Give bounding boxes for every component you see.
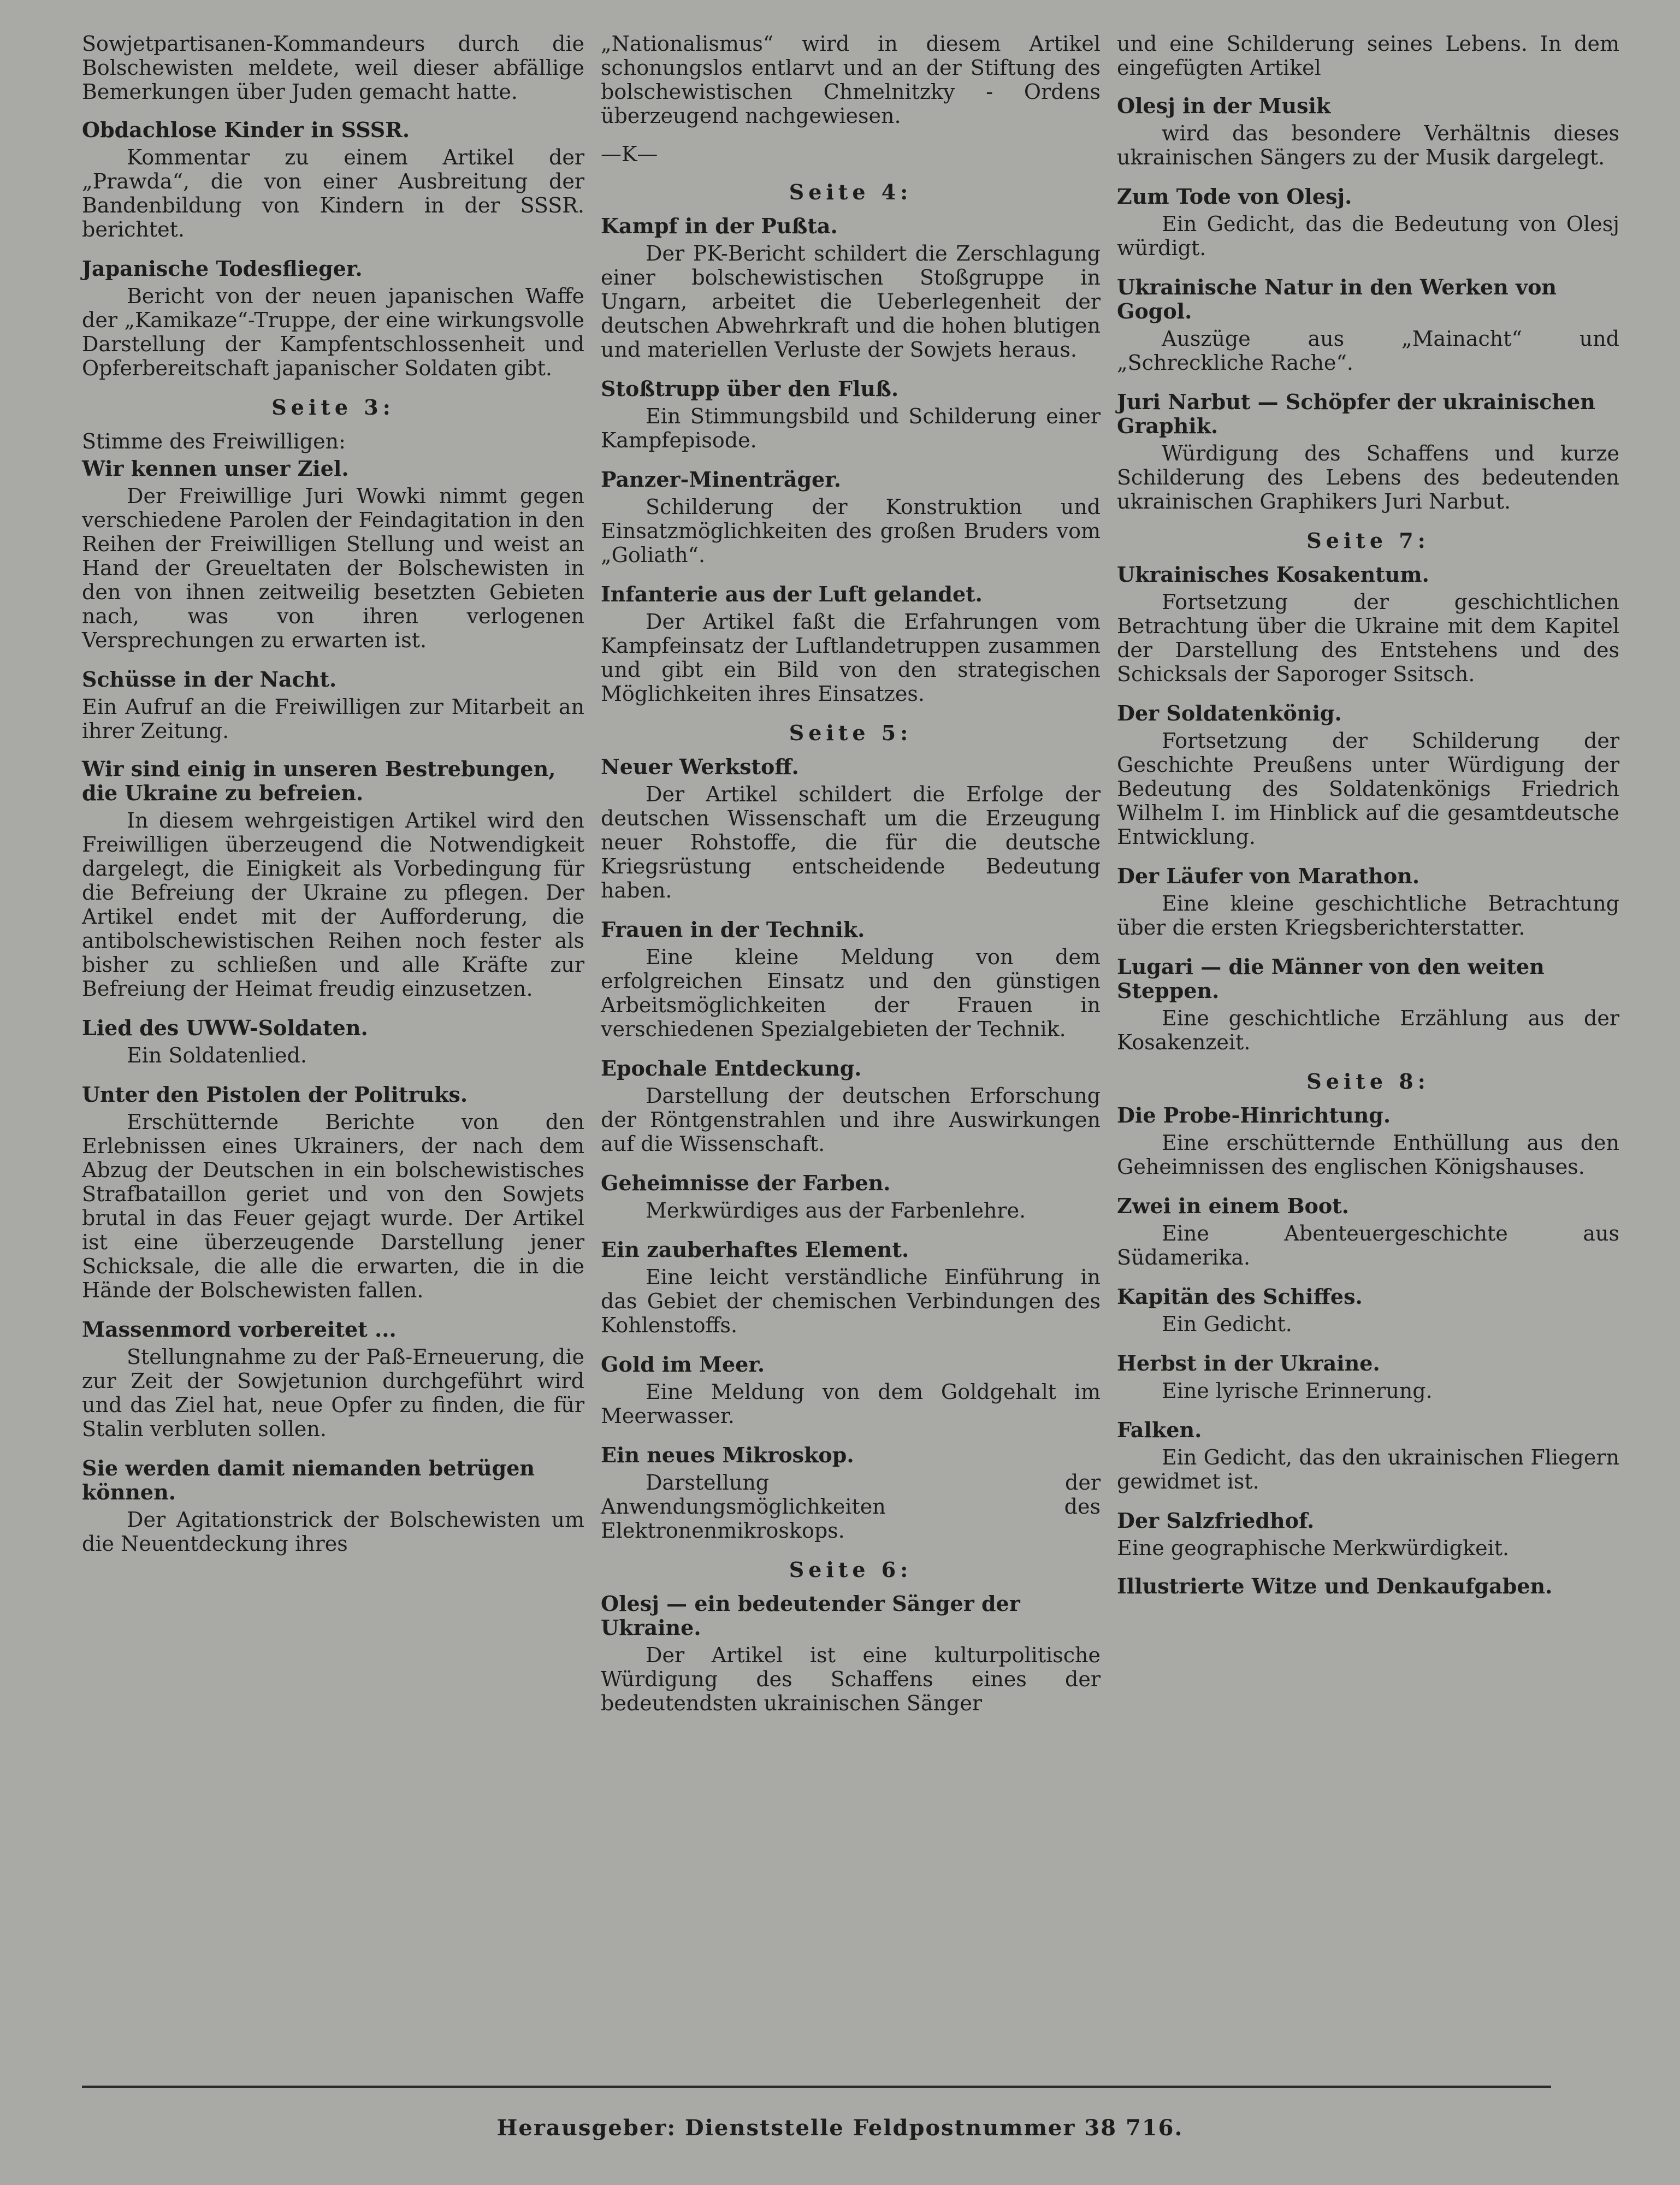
page-section-heading: Seite 5: (789, 721, 913, 745)
paragraph: Ein Aufruf an die Freiwilligen zur Mitarbeit an ihrer Zeitung. (82, 695, 584, 743)
article-heading: Der Salzfriedhof. (1117, 1508, 1315, 1533)
article-heading: Falken. (1117, 1418, 1202, 1442)
article-summary: Eine geschichtliche Erzählung aus der Kosakenzeit. (1117, 1006, 1619, 1054)
article-heading: Zum Tode von Olesj. (1117, 184, 1352, 209)
page-section-heading: Seite 4: (789, 180, 913, 204)
article-summary: Eine leicht verständliche Einführung in das Gebiet der chemischen Verbindungen des Kohlenstoffs. (601, 1265, 1101, 1337)
article-summary: Fortsetzung der geschichtlichen Betrachtung über die Ukraine mit dem Kapitel der Darstellung des Entstehens und des Schicksals der Saporoger Ssitsch. (1117, 590, 1619, 686)
article-summary: wird das besondere Verhältnis dieses ukrainischen Sängers zu der Musik dargelegt. (1117, 121, 1619, 169)
article-heading: Sie werden damit niemanden betrügen können. (82, 1456, 535, 1504)
article-summary: Darstellung der deutschen Erforschung der Röntgenstrahlen und ihre Auswirkungen auf die Wissenschaft. (601, 1084, 1101, 1156)
article-heading: Zwei in einem Boot. (1117, 1194, 1350, 1218)
publisher-line: Herausgeber: Dienststelle Feldpostnummer 38 716. (496, 2115, 1184, 2141)
paragraph: und eine Schilderung seines Lebens. In dem eingefügten Artikel (1117, 32, 1619, 80)
footer-rule (82, 2086, 1551, 2088)
article-heading: Geheimnisse der Farben. (601, 1171, 891, 1195)
article-summary: Eine Abenteuergeschichte aus Südamerika. (1117, 1221, 1619, 1269)
article-heading: Ukrainisches Kosakentum. (1117, 562, 1429, 587)
article-summary: Erschütternde Berichte von den Erlebnissen eines Ukrainers, der nach dem Abzug der Deutschen in ein bolschewistisches Strafbataillon geriet und von den Sowjets brutal in das Feuer gejagt wurde. Der Artikel ist eine überzeugende Darstellung jener Schicksale, die alle die erwarten, die in die Hände der Bolschewisten fallen. (82, 1110, 584, 1302)
article-summary: Der PK-Bericht schildert die Zerschlagung einer bolschewistischen Stoßgruppe in Ungarn, arbeitet die Ueberlegenheit der deutschen Abwehrkraft und die hohen blutigen und materiellen Verluste der Sowjets heraus. (601, 241, 1101, 362)
article-heading: Illustrierte Witze und Denkaufgaben. (1117, 1574, 1553, 1598)
article-summary: Ein Gedicht, das die Bedeutung von Olesj würdigt. (1117, 212, 1619, 260)
article-heading: Gold im Meer. (601, 1352, 765, 1377)
article-summary: Ein Gedicht, das den ukrainischen Fliegern gewidmet ist. (1117, 1445, 1619, 1493)
article-heading: Panzer-Minenträger. (601, 467, 841, 492)
article-heading: Frauen in der Technik. (601, 917, 865, 942)
paragraph: Sowjetpartisanen-Kommandeurs durch die Bolschewisten meldete, weil dieser abfällige Bemerkungen über Juden gemacht hatte. (82, 32, 584, 104)
article-summary: Eine Meldung von dem Goldgehalt im Meerwasser. (601, 1380, 1101, 1428)
article-heading: Schüsse in der Nacht. (82, 667, 337, 692)
article-summary: Stellungnahme zu der Paß-Erneuerung, die zur Zeit der Sowjetunion durchgeführt wird und das Ziel hat, neue Opfer zu finden, die für Stalin verbluten sollen. (82, 1345, 584, 1441)
article-heading: Infanterie aus der Luft gelandet. (601, 582, 983, 606)
article-heading: Kapitän des Schiffes. (1117, 1284, 1363, 1309)
article-heading: Juri Narbut — Schöpfer der ukrainischen Graphik. (1117, 389, 1595, 438)
paragraph: Eine geographische Merkwürdigkeit. (1117, 1536, 1510, 1560)
article-summary: Auszüge aus „Mainacht“ und „Schreckliche Rache“. (1117, 327, 1619, 375)
article-heading: Olesj in der Musik (1117, 93, 1331, 118)
article-heading: Ukrainische Natur in den Werken von Gogol. (1117, 275, 1557, 323)
article-summary: Der Artikel ist eine kulturpolitische Würdigung des Schaffens eines der bedeutendsten ukrainischen Sänger (601, 1643, 1101, 1715)
article-summary: Eine kleine Meldung von dem erfolgreichen Einsatz und den günstigen Arbeitsmöglichkeiten der Frauen in verschiedenen Spezialgebieten der Technik. (601, 945, 1101, 1041)
section-note: Stimme des Freiwilligen: (82, 429, 346, 453)
article-heading: Wir kennen unser Ziel. (82, 456, 349, 481)
article-heading: Lugari — die Männer von den weiten Steppen. (1117, 954, 1545, 1003)
article-summary: Ein Stimmungsbild und Schilderung einer Kampfepisode. (601, 404, 1101, 452)
article-heading: Der Soldatenkönig. (1117, 701, 1342, 725)
column-2 (601, 32, 1101, 1731)
article-summary: Darstellung der Anwendungsmöglichkeiten des Elektronenmikroskops. (601, 1471, 1101, 1543)
article-heading: Massenmord vorbereitet ... (82, 1317, 397, 1342)
article-summary: Schilderung der Konstruktion und Einsatzmöglichkeiten des großen Bruders vom „Goliath“. (601, 495, 1101, 567)
article-summary: Der Artikel schildert die Erfolge der deutschen Wissenschaft um die Erzeugung neuer Rohstoffe, die für die deutsche Kriegsrüstung entscheidende Bedeutung haben. (601, 782, 1101, 902)
article-heading: Obdachlose Kinder in SSSR. (82, 117, 410, 142)
article-heading: Ein neues Mikroskop. (601, 1443, 854, 1467)
article-heading: Epochale Entdeckung. (601, 1056, 862, 1080)
page-section-heading: Seite 3: (271, 395, 395, 420)
article-heading: Unter den Pistolen der Politruks. (82, 1082, 468, 1107)
page-section-heading: Seite 7: (1306, 528, 1430, 553)
article-heading: Herbst in der Ukraine. (1117, 1351, 1380, 1375)
article-heading: Neuer Werkstoff. (601, 754, 799, 779)
article-heading: Stoßtrupp über den Fluß. (601, 376, 899, 401)
article-heading: Ein zauberhaftes Element. (601, 1237, 909, 1262)
article-summary: Würdigung des Schaffens und kurze Schilderung des Lebens des bedeutenden ukrainischen Graphikers Juri Narbut. (1117, 441, 1619, 513)
article-summary: Der Agitationstrick der Bolschewisten um die Neuentdeckung ihres (82, 1508, 584, 1556)
article-summary: Fortsetzung der Schilderung der Geschichte Preußens unter Würdigung der Bedeutung des Soldatenkönigs Friedrich Wilhelm I. im Hinblick auf die gesamtdeutsche Entwicklung. (1117, 729, 1619, 849)
article-summary: Eine erschütternde Enthüllung aus den Geheimnissen des englischen Königshauses. (1117, 1131, 1619, 1179)
article-heading: Wir sind einig in unseren Bestrebungen, die Ukraine zu befreien. (82, 757, 556, 805)
article-summary: Kommentar zu einem Artikel der „Prawda“, die von einer Ausbreitung der Bandenbildung von Kindern in der SSSR. berichtet. (82, 145, 584, 241)
article-summary: Merkwürdiges aus der Farbenlehre. (646, 1198, 1026, 1223)
article-summary: Ein Gedicht. (1162, 1312, 1292, 1336)
article-summary: Ein Soldatenlied. (127, 1043, 307, 1067)
article-summary: In diesem wehrgeistigen Artikel wird den Freiwilligen überzeugend die Notwendigkeit dargelegt, die Einigkeit als Vorbedingung für die Befreiung der Ukraine zu pflegen. Der Artikel endet mit der Aufforderung, die antibolschewistischen Reihen noch fester als bisher zu schließen und alle Kräfte zur Befreiung der Heimat freudig einzusetzen. (82, 808, 584, 1001)
article-heading: Die Probe-Hinrichtung. (1117, 1103, 1391, 1127)
article-heading: Japanische Todesflieger. (82, 256, 363, 281)
article-summary: Der Freiwillige Juri Wowki nimmt gegen verschiedene Parolen der Feindagitation in den Reihen der Freiwilligen Stellung und weist an Hand der Greueltaten der Bolschewisten in den von ihnen zeitweilig besetzten Gebieten nach, was von ihren verlogenen Versprechungen zu erwarten ist. (82, 484, 584, 652)
article-heading: Olesj — ein bedeutender Sänger der Ukraine. (601, 1591, 1020, 1640)
column-3 (1117, 32, 1619, 1602)
article-summary: Eine kleine geschichtliche Betrachtung über die ersten Kriegsberichterstatter. (1117, 891, 1619, 940)
article-heading: Der Läufer von Marathon. (1117, 864, 1420, 888)
article-heading: Lied des UWW-Soldaten. (82, 1015, 368, 1040)
article-summary: Der Artikel faßt die Erfahrungen vom Kampfeinsatz der Luftlandetruppen zusammen und gibt ein Bild von den strategischen Möglichkeiten ihres Einsatzes. (601, 610, 1101, 706)
article-summary: Bericht von der neuen japanischen Waffe der „Kamikaze“-Truppe, der eine wirkungsvolle Darstellung der Kampfentschlossenheit und Opferbereitschaft japanischer Soldaten gibt. (82, 284, 584, 380)
author-signature: —K— (601, 142, 658, 166)
page-section-heading: Seite 6: (789, 1557, 913, 1582)
column-1 (82, 32, 584, 1571)
paragraph: „Nationalismus“ wird in diesem Artikel schonungslos entlarvt und an der Stiftung des bolschewistischen Chmelnitzky - Ordens überzeugend nachgewiesen. (601, 32, 1101, 128)
article-heading: Kampf in der Pußta. (601, 214, 838, 238)
article-summary: Eine lyrische Erinnerung. (1162, 1379, 1433, 1403)
page-section-heading: Seite 8: (1306, 1069, 1430, 1094)
